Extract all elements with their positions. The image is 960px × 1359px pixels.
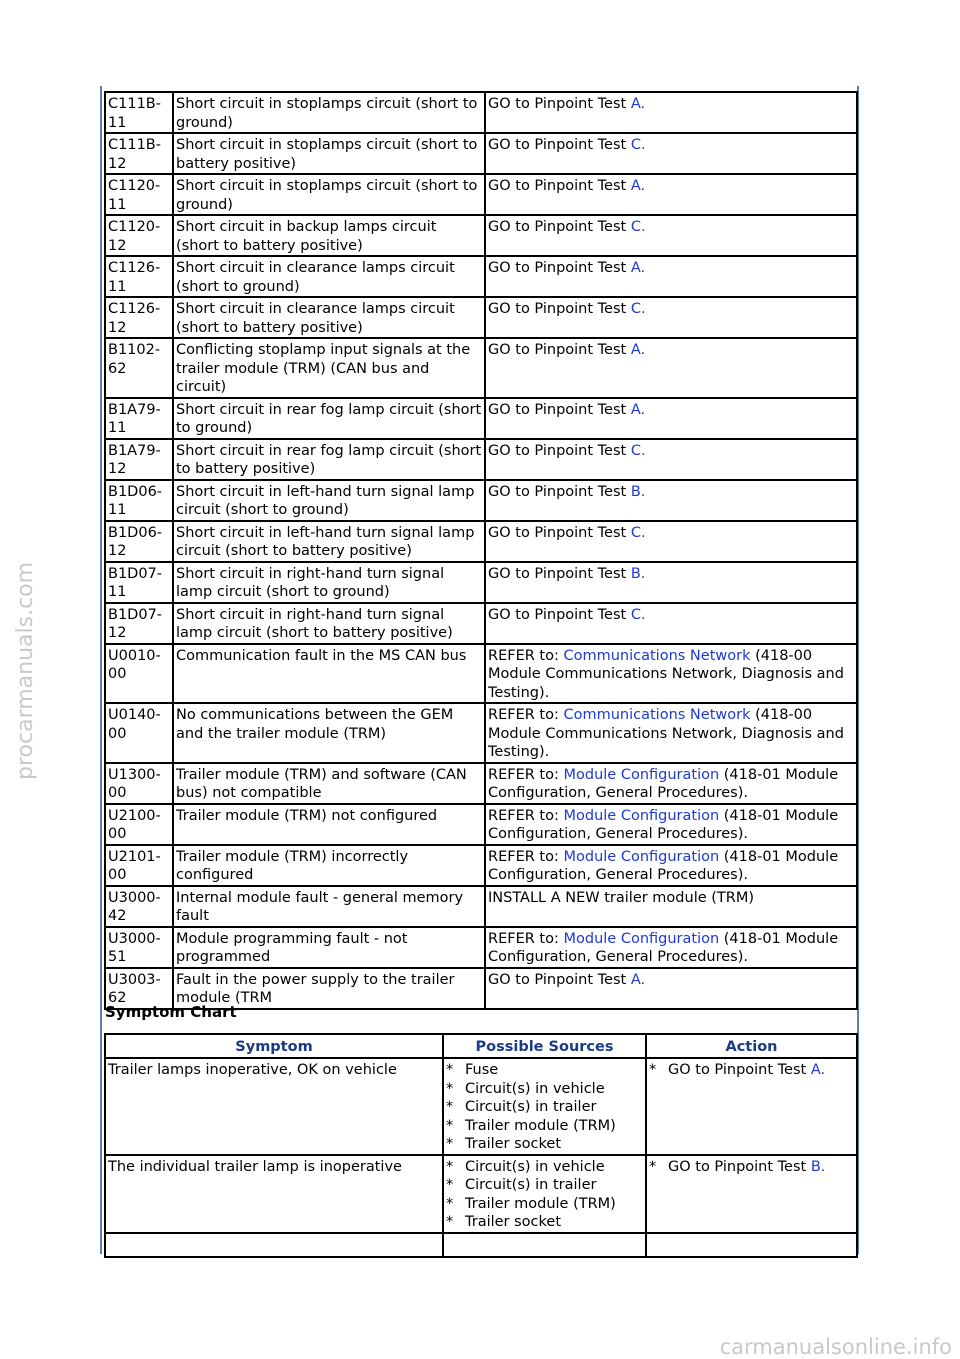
action-reference-text: (418-00 Module Communications Network, Diagnosis and Testing). bbox=[488, 707, 844, 760]
bullet-marker: * bbox=[446, 1062, 454, 1078]
list-item bbox=[446, 1195, 643, 1214]
dtc-action bbox=[485, 174, 857, 215]
dtc-description: Short circuit in backup lamps circuit (short to battery positive) bbox=[173, 215, 485, 256]
dtc-code: C1126-12 bbox=[105, 297, 173, 338]
dtc-description: Fault in the power supply to the trailer module (TRM bbox=[173, 968, 485, 1009]
table-row bbox=[105, 297, 857, 338]
list-item bbox=[446, 1135, 643, 1154]
dtc-code: B1D06-11 bbox=[105, 480, 173, 521]
empty-cell bbox=[443, 1233, 646, 1257]
action-text: GO to Pinpoint Test bbox=[488, 401, 631, 418]
bottom-watermark: carmanualsonline.info bbox=[719, 1334, 952, 1359]
dtc-code: U3000-51 bbox=[105, 927, 173, 968]
dtc-code: B1D07-11 bbox=[105, 562, 173, 603]
dtc-description: Communication fault in the MS CAN bus bbox=[173, 644, 485, 704]
possible-sources-cell bbox=[443, 1058, 646, 1155]
dtc-description: Trailer module (TRM) and software (CAN bus) not compatible bbox=[173, 763, 485, 804]
dtc-code: C1126-11 bbox=[105, 256, 173, 297]
possible-sources-cell bbox=[443, 1155, 646, 1233]
action-text: GO to Pinpoint Test bbox=[488, 219, 631, 235]
dtc-code: C111B-11 bbox=[105, 92, 173, 133]
bullet-marker: * bbox=[446, 1136, 454, 1152]
dtc-action bbox=[485, 562, 857, 603]
table-row bbox=[105, 886, 857, 927]
bullet-marker: * bbox=[446, 1158, 454, 1175]
action-reference-text: (418-00 Module Communications Network, Diagnosis and Testing). bbox=[488, 647, 844, 701]
dtc-description: Short circuit in stoplamps circuit (short to ground) bbox=[173, 174, 485, 215]
table-row bbox=[105, 603, 857, 644]
action-link[interactable]: Module Configuration bbox=[563, 807, 720, 824]
dtc-action bbox=[485, 297, 857, 338]
table-row bbox=[105, 804, 857, 845]
dtc-description: No communications between the GEM and the trailer module (TRM) bbox=[173, 703, 485, 763]
table-row bbox=[105, 480, 857, 521]
dtc-action bbox=[485, 338, 857, 398]
action-link[interactable]: Module Configuration bbox=[563, 766, 720, 783]
dtc-action bbox=[485, 886, 857, 927]
symptom-table bbox=[104, 1033, 858, 1258]
action-link[interactable]: A. bbox=[630, 342, 646, 358]
symptom-cell: Trailer lamps inoperative, OK on vehicle bbox=[105, 1058, 443, 1155]
action-link[interactable]: A. bbox=[630, 96, 646, 112]
action-text: GO to Pinpoint Test bbox=[488, 524, 631, 541]
action-text: REFER to: bbox=[488, 766, 564, 783]
source-text: Circuit(s) in trailer bbox=[465, 1099, 597, 1115]
dtc-action bbox=[485, 133, 857, 174]
action-link[interactable]: A. bbox=[630, 971, 646, 988]
source-text: Trailer socket bbox=[465, 1136, 562, 1152]
table-row bbox=[105, 1155, 857, 1233]
table-row bbox=[105, 215, 857, 256]
action-link[interactable]: A. bbox=[630, 401, 646, 418]
symptom-cell: The individual trailer lamp is inoperative bbox=[105, 1155, 443, 1233]
table-row bbox=[105, 133, 857, 174]
dtc-description: Short circuit in stoplamps circuit (short to ground) bbox=[173, 92, 485, 133]
table-row bbox=[105, 92, 857, 133]
table-row bbox=[105, 338, 857, 398]
table-row bbox=[105, 256, 857, 297]
table-row bbox=[105, 644, 857, 704]
dtc-action bbox=[485, 603, 857, 644]
action-link[interactable]: Module Configuration bbox=[563, 848, 720, 865]
dtc-code: U2100-00 bbox=[105, 804, 173, 845]
source-text: Trailer socket bbox=[465, 1214, 562, 1230]
action-link[interactable]: Communications Network bbox=[563, 647, 751, 664]
table-row bbox=[105, 1058, 857, 1155]
bullet-marker: * bbox=[649, 1158, 657, 1175]
possible-sources-column-header: Possible Sources bbox=[443, 1034, 646, 1058]
action-link[interactable]: C. bbox=[630, 606, 646, 623]
list-item bbox=[446, 1158, 643, 1177]
dtc-description: Trailer module (TRM) incorrectly configured bbox=[173, 845, 485, 886]
dtc-code: C1120-12 bbox=[105, 215, 173, 256]
dtc-code: B1A79-12 bbox=[105, 439, 173, 480]
dtc-action bbox=[485, 763, 857, 804]
action-content bbox=[668, 1158, 825, 1177]
empty-cell bbox=[646, 1233, 857, 1257]
table-row bbox=[105, 439, 857, 480]
dtc-description: Trailer module (TRM) not configured bbox=[173, 804, 485, 845]
bullet-marker: * bbox=[446, 1177, 454, 1193]
action-link[interactable]: Module Configuration bbox=[563, 930, 720, 947]
bullet-marker: * bbox=[446, 1117, 454, 1134]
dtc-description: Internal module fault - general memory fault bbox=[173, 886, 485, 927]
action-text: GO to Pinpoint Test bbox=[488, 96, 631, 112]
action-link[interactable]: B. bbox=[810, 1158, 826, 1175]
action-text: REFER to: bbox=[488, 930, 564, 947]
dtc-action bbox=[485, 215, 857, 256]
symptom-chart-heading: Symptom Chart bbox=[105, 1003, 237, 1021]
dtc-action bbox=[485, 92, 857, 133]
bullet-marker: * bbox=[446, 1195, 454, 1212]
symptom-table-body bbox=[105, 1058, 857, 1257]
dtc-description: Short circuit in left-hand turn signal lamp circuit (short to ground) bbox=[173, 480, 485, 521]
action-link[interactable]: A. bbox=[630, 178, 646, 194]
dtc-code: B1102-62 bbox=[105, 338, 173, 398]
list-item bbox=[446, 1098, 643, 1117]
dtc-description: Short circuit in right-hand turn signal lamp circuit (short to battery positive) bbox=[173, 603, 485, 644]
dtc-description: Short circuit in rear fog lamp circuit (short to battery positive) bbox=[173, 439, 485, 480]
source-text: Circuit(s) in trailer bbox=[465, 1177, 597, 1193]
dtc-action bbox=[485, 480, 857, 521]
dtc-code: U3003-62 bbox=[105, 968, 173, 1009]
table-row bbox=[105, 174, 857, 215]
dtc-description: Short circuit in clearance lamps circuit (short to battery positive) bbox=[173, 297, 485, 338]
action-reference-text: (418-01 Module Configuration, General Procedures). bbox=[488, 766, 839, 801]
dtc-code: B1D07-12 bbox=[105, 603, 173, 644]
source-text: Fuse bbox=[465, 1062, 499, 1078]
list-item bbox=[446, 1117, 643, 1136]
dtc-code: C111B-12 bbox=[105, 133, 173, 174]
action-text: GO to Pinpoint Test bbox=[488, 301, 631, 317]
table-row bbox=[105, 521, 857, 562]
action-link[interactable]: A. bbox=[810, 1062, 826, 1078]
dtc-action bbox=[485, 644, 857, 704]
action-text: REFER to: bbox=[488, 707, 564, 723]
action-text: REFER to: bbox=[488, 647, 564, 664]
dtc-code: U0010-00 bbox=[105, 644, 173, 704]
dtc-action bbox=[485, 968, 857, 1009]
dtc-description: Conflicting stoplamp input signals at the trailer module (TRM) (CAN bus and circuit) bbox=[173, 338, 485, 398]
source-text: Trailer module (TRM) bbox=[465, 1117, 616, 1134]
action-link[interactable]: A. bbox=[630, 260, 646, 276]
action-link[interactable]: B. bbox=[630, 565, 646, 582]
action-reference-text: (418-01 Module Configuration, General Procedures). bbox=[488, 930, 839, 965]
action-reference-text: (418-01 Module Configuration, General Procedures). bbox=[488, 848, 839, 883]
dtc-description: Short circuit in rear fog lamp circuit (short to ground) bbox=[173, 398, 485, 439]
dtc-code: B1D06-12 bbox=[105, 521, 173, 562]
action-text: GO to Pinpoint Test bbox=[488, 137, 631, 153]
list-item bbox=[446, 1176, 643, 1195]
dtc-code: B1A79-11 bbox=[105, 398, 173, 439]
action-cell bbox=[646, 1155, 857, 1233]
dtc-code: U1300-00 bbox=[105, 763, 173, 804]
list-item bbox=[446, 1213, 643, 1232]
action-text: GO to Pinpoint Test bbox=[488, 342, 631, 358]
dtc-table bbox=[104, 91, 858, 1010]
action-text: GO to Pinpoint Test bbox=[488, 565, 631, 582]
empty-cell bbox=[105, 1233, 443, 1257]
action-link[interactable]: C. bbox=[630, 442, 646, 459]
table-row bbox=[105, 703, 857, 763]
action-cell bbox=[646, 1058, 857, 1155]
dtc-code: U3000-42 bbox=[105, 886, 173, 927]
action-text: REFER to: bbox=[488, 848, 564, 865]
dtc-action bbox=[485, 398, 857, 439]
action-link[interactable]: C. bbox=[630, 219, 646, 235]
action-text: GO to Pinpoint Test bbox=[488, 260, 631, 276]
dtc-action bbox=[485, 439, 857, 480]
action-text: GO to Pinpoint Test bbox=[488, 606, 631, 623]
table-row bbox=[105, 398, 857, 439]
dtc-description: Short circuit in stoplamps circuit (short to battery positive) bbox=[173, 133, 485, 174]
dtc-action bbox=[485, 927, 857, 968]
action-link[interactable]: C. bbox=[630, 301, 646, 317]
side-watermark: procarmanuals.com bbox=[13, 561, 38, 780]
bullet-marker: * bbox=[446, 1099, 454, 1115]
list-item bbox=[446, 1061, 643, 1080]
action-text: INSTALL A NEW trailer module (TRM) bbox=[488, 889, 755, 906]
dtc-action bbox=[485, 256, 857, 297]
list-item bbox=[649, 1061, 854, 1080]
action-content bbox=[668, 1061, 825, 1080]
action-link[interactable]: C. bbox=[630, 137, 646, 153]
action-link[interactable]: Communications Network bbox=[563, 707, 751, 723]
dtc-code: U0140-00 bbox=[105, 703, 173, 763]
source-text: Trailer module (TRM) bbox=[465, 1195, 616, 1212]
list-item bbox=[649, 1158, 854, 1177]
action-text: GO to Pinpoint Test bbox=[488, 483, 631, 500]
table-row bbox=[105, 562, 857, 603]
action-text: GO to Pinpoint Test bbox=[488, 178, 631, 194]
dtc-description: Short circuit in right-hand turn signal lamp circuit (short to ground) bbox=[173, 562, 485, 603]
source-text: Circuit(s) in vehicle bbox=[465, 1158, 605, 1175]
empty-table-row bbox=[105, 1233, 857, 1257]
action-text: GO to Pinpoint Test bbox=[668, 1158, 811, 1175]
action-text: GO to Pinpoint Test bbox=[668, 1062, 811, 1078]
dtc-action bbox=[485, 804, 857, 845]
bullet-marker: * bbox=[446, 1080, 454, 1097]
action-reference-text: (418-01 Module Configuration, General Procedures). bbox=[488, 807, 839, 842]
source-text: Circuit(s) in vehicle bbox=[465, 1080, 605, 1097]
table-row bbox=[105, 845, 857, 886]
symptom-column-header: Symptom bbox=[105, 1034, 443, 1058]
table-row bbox=[105, 927, 857, 968]
dtc-action bbox=[485, 845, 857, 886]
action-link[interactable]: B. bbox=[630, 483, 646, 500]
action-text: GO to Pinpoint Test bbox=[488, 971, 631, 988]
dtc-description: Module programming fault - not programmed bbox=[173, 927, 485, 968]
dtc-table-body bbox=[105, 92, 857, 1009]
dtc-action bbox=[485, 703, 857, 763]
action-column-header: Action bbox=[646, 1034, 857, 1058]
action-text: REFER to: bbox=[488, 807, 564, 824]
dtc-code: U2101-00 bbox=[105, 845, 173, 886]
action-text: GO to Pinpoint Test bbox=[488, 442, 631, 459]
left-margin-rule bbox=[100, 86, 102, 1254]
dtc-action bbox=[485, 521, 857, 562]
dtc-code: C1120-11 bbox=[105, 174, 173, 215]
bullet-marker: * bbox=[649, 1062, 657, 1078]
table-row bbox=[105, 763, 857, 804]
bullet-marker: * bbox=[446, 1214, 454, 1230]
action-link[interactable]: C. bbox=[630, 524, 646, 541]
dtc-description: Short circuit in clearance lamps circuit (short to ground) bbox=[173, 256, 485, 297]
list-item bbox=[446, 1080, 643, 1099]
dtc-description: Short circuit in left-hand turn signal lamp circuit (short to battery positive) bbox=[173, 521, 485, 562]
